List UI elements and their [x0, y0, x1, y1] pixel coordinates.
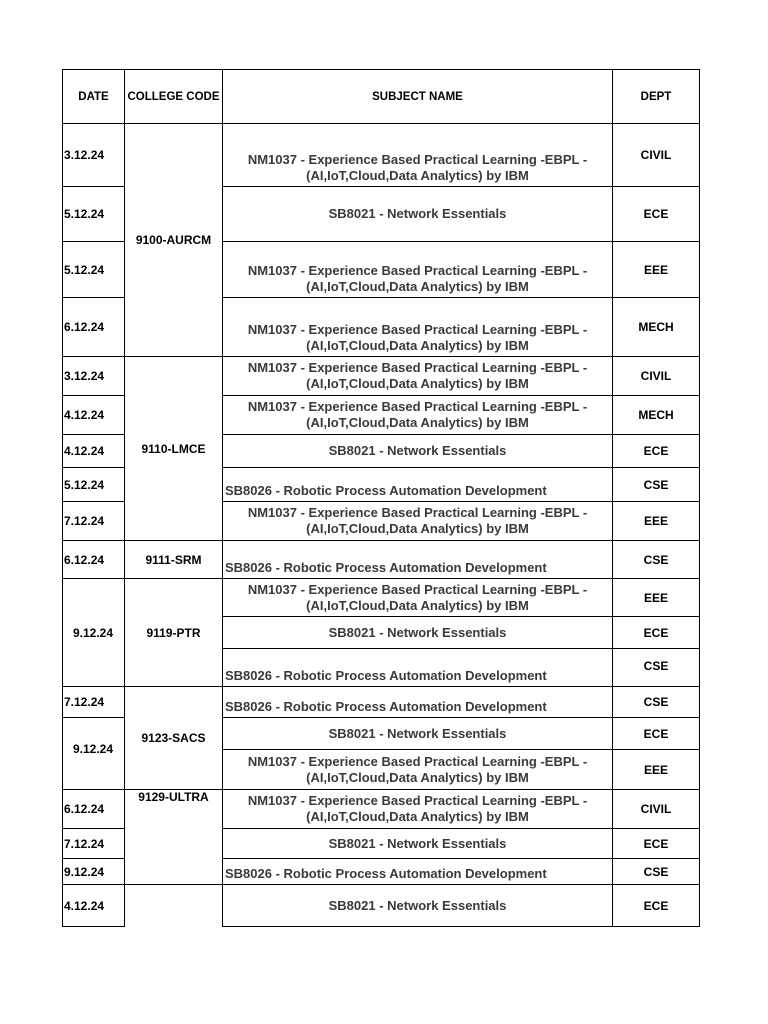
dept-cell: EEE: [613, 502, 700, 541]
subject-cell: SB8026 - Robotic Process Automation Development: [223, 649, 613, 687]
subject-line: NM1037 - Experience Based Practical Learning -EBPL -: [247, 753, 588, 769]
subject-line: (AI,IoT,Cloud,Data Analytics) by IBM: [306, 809, 529, 824]
date-cell: 5.12.24: [63, 242, 125, 298]
college-code-cell: 9123-SACS: [125, 687, 223, 790]
table-row: [63, 357, 700, 396]
subject-line: (AI,IoT,Cloud,Data Analytics) by IBM: [306, 168, 529, 183]
college-code-cell: 9129-ULTRA: [125, 790, 223, 885]
subject-line: NM1037 - Experience Based Practical Learning -EBPL -: [247, 581, 588, 597]
date-cell: 4.12.24: [63, 885, 125, 927]
subject-cell: [223, 579, 613, 617]
subject-cell: [223, 750, 613, 790]
table-row: [63, 885, 700, 927]
subject-cell: [223, 242, 613, 298]
date-cell: 6.12.24: [63, 298, 125, 357]
subject-line: (AI,IoT,Cloud,Data Analytics) by IBM: [306, 376, 529, 391]
date-cell: 6.12.24: [63, 541, 125, 579]
subject-cell: SB8021 - Network Essentials: [223, 718, 613, 750]
dept-cell: CIVIL: [613, 357, 700, 396]
college-code-cell: [125, 885, 223, 927]
subject-line: NM1037 - Experience Based Practical Learning -EBPL -: [247, 263, 588, 278]
subject-cell: SB8021 - Network Essentials: [223, 187, 613, 242]
subject-cell: SB8021 - Network Essentials: [223, 617, 613, 649]
date-cell: 4.12.24: [63, 396, 125, 435]
subject-line: (AI,IoT,Cloud,Data Analytics) by IBM: [306, 279, 529, 294]
subject-cell: SB8021 - Network Essentials: [223, 435, 613, 468]
dept-cell: EEE: [613, 579, 700, 617]
table-row: [63, 124, 700, 187]
date-cell: 5.12.24: [63, 187, 125, 242]
date-cell: 4.12.24: [63, 435, 125, 468]
table-row: [63, 541, 700, 579]
subject-cell: SB8026 - Robotic Process Automation Development: [223, 541, 613, 579]
header-dept: DEPT: [613, 70, 700, 124]
college-code-cell: 9111-SRM: [125, 541, 223, 579]
subject-cell: SB8021 - Network Essentials: [223, 829, 613, 859]
dept-cell: MECH: [613, 298, 700, 357]
dept-cell: CSE: [613, 468, 700, 502]
subject-line: NM1037 - Experience Based Practical Learning -EBPL -: [247, 152, 588, 167]
dept-cell: ECE: [613, 885, 700, 927]
dept-cell: CSE: [613, 859, 700, 885]
subject-cell: SB8026 - Robotic Process Automation Development: [223, 687, 613, 718]
dept-cell: ECE: [613, 829, 700, 859]
header-row: [63, 70, 700, 124]
header-date: DATE: [63, 70, 125, 124]
dept-cell: ECE: [613, 718, 700, 750]
dept-cell: CSE: [613, 649, 700, 687]
date-cell: 9.12.24: [63, 859, 125, 885]
date-cell: 3.12.24: [63, 357, 125, 396]
header-college-code: COLLEGE CODE: [125, 70, 223, 124]
subject-line: (AI,IoT,Cloud,Data Analytics) by IBM: [306, 521, 529, 536]
dept-cell: EEE: [613, 242, 700, 298]
subject-line: NM1037 - Experience Based Practical Learning -EBPL -: [247, 360, 588, 375]
header-subject-name: SUBJECT NAME: [223, 70, 613, 124]
table-row: [63, 687, 700, 718]
subject-line: (AI,IoT,Cloud,Data Analytics) by IBM: [306, 769, 529, 785]
subject-line: (AI,IoT,Cloud,Data Analytics) by IBM: [306, 415, 529, 430]
subject-cell: [223, 357, 613, 396]
dept-cell: MECH: [613, 396, 700, 435]
subject-line: NM1037 - Experience Based Practical Learning -EBPL -: [247, 505, 588, 520]
dept-cell: EEE: [613, 750, 700, 790]
subject-cell: SB8021 - Network Essentials: [223, 885, 613, 927]
date-cell: 7.12.24: [63, 502, 125, 541]
college-code-cell: 9110-LMCE: [125, 357, 223, 541]
subject-cell: [223, 396, 613, 435]
subject-line: (AI,IoT,Cloud,Data Analytics) by IBM: [306, 338, 529, 353]
subject-cell: [223, 502, 613, 541]
exam-schedule-table: [62, 69, 700, 927]
college-code-cell: 9100-AURCM: [125, 124, 223, 357]
date-cell: 9.12.24: [63, 718, 125, 790]
dept-cell: CSE: [613, 687, 700, 718]
date-cell: 7.12.24: [63, 687, 125, 718]
dept-cell: CIVIL: [613, 790, 700, 829]
subject-cell: [223, 124, 613, 187]
date-cell: 5.12.24: [63, 468, 125, 502]
subject-line: (AI,IoT,Cloud,Data Analytics) by IBM: [306, 597, 529, 613]
date-cell: 9.12.24: [63, 579, 125, 687]
dept-cell: CSE: [613, 541, 700, 579]
subject-cell: [223, 298, 613, 357]
subject-line: NM1037 - Experience Based Practical Learning -EBPL -: [247, 793, 588, 808]
subject-line: NM1037 - Experience Based Practical Learning -EBPL -: [247, 322, 588, 337]
table-row: [63, 790, 700, 829]
table-row: [63, 579, 700, 617]
dept-cell: CIVIL: [613, 124, 700, 187]
date-cell: 3.12.24: [63, 124, 125, 187]
subject-line: NM1037 - Experience Based Practical Learning -EBPL -: [247, 399, 588, 414]
subject-cell: [223, 790, 613, 829]
subject-cell: SB8026 - Robotic Process Automation Development: [223, 859, 613, 885]
dept-cell: ECE: [613, 617, 700, 649]
date-cell: 7.12.24: [63, 829, 125, 859]
date-cell: 6.12.24: [63, 790, 125, 829]
subject-cell: SB8026 - Robotic Process Automation Development: [223, 468, 613, 502]
college-code-cell: 9119-PTR: [125, 579, 223, 687]
dept-cell: ECE: [613, 435, 700, 468]
dept-cell: ECE: [613, 187, 700, 242]
